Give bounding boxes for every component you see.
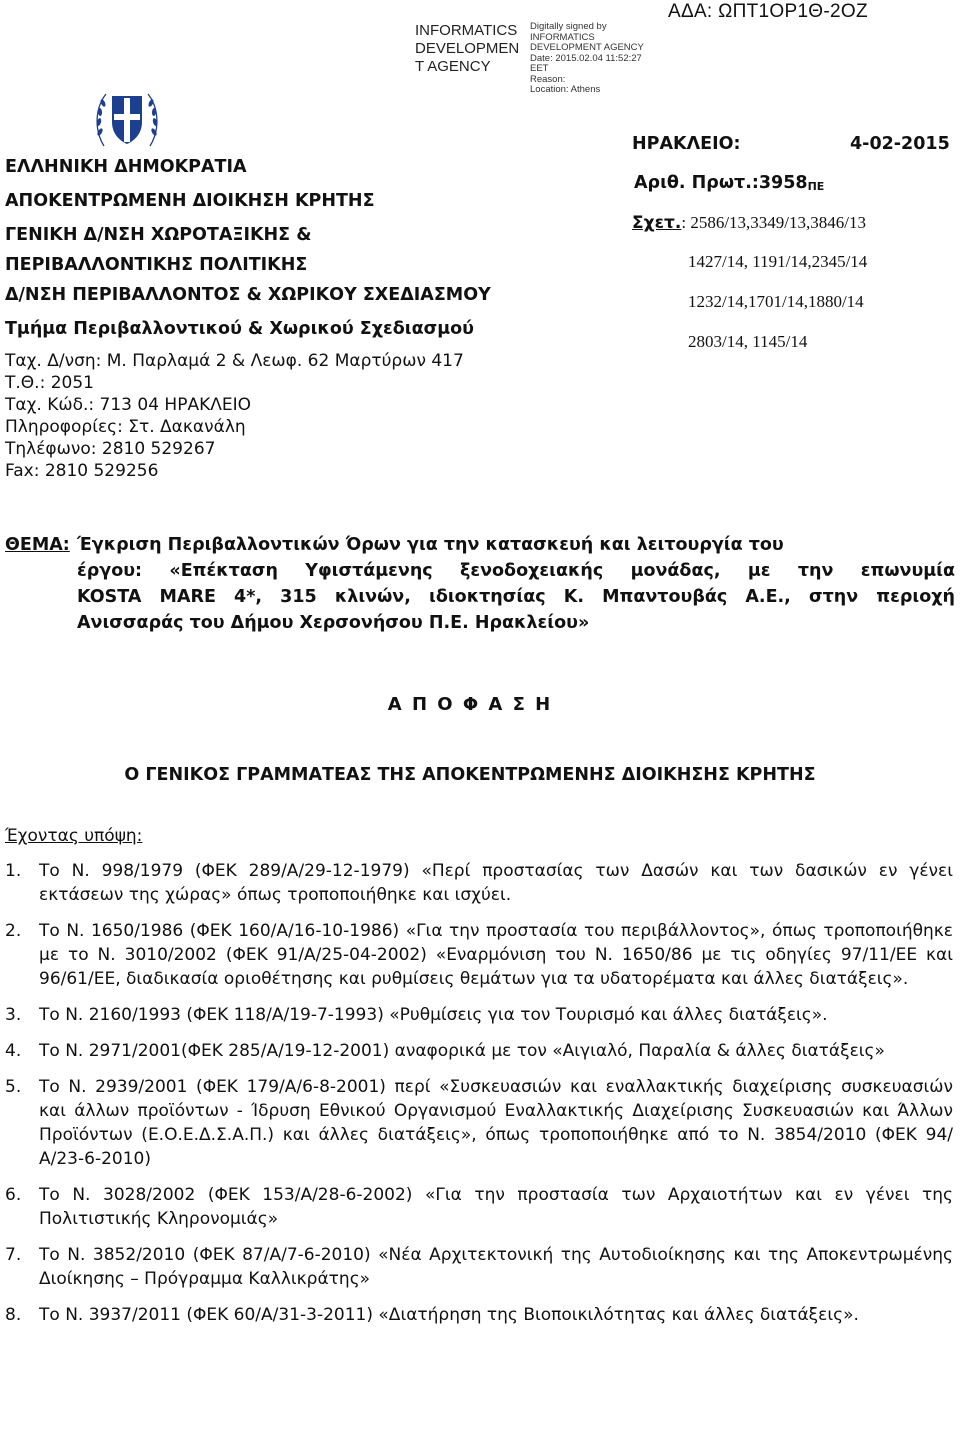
- list-item: [5, 1003, 953, 1027]
- signature-detail-line: Digitally signed by: [530, 21, 607, 32]
- subject-line: Ανισσαράς του Δήμου Χερσονήσου Π.Ε. Ηρακλείου»: [77, 613, 590, 633]
- item-number: 2.: [5, 921, 22, 941]
- city-label: ΗΡΑΚΛΕΙΟ:: [632, 134, 741, 154]
- subject-line: KOSTA MARE 4*, 315 κλινών, ιδιοκτησίας Κ. Μπαντουβάς Α.Ε., στην περιοχή: [77, 587, 955, 607]
- greek-emblem-icon: [92, 86, 162, 150]
- item-text: Το Ν. 1650/1986 (ΦΕΚ 160/Α/16-10-1986) «Για την προστασία του περιβάλλοντος», όπως τροποποιήθηκε με το Ν. 3010/2002 (ΦΕΚ 91/Α/25-04-2002) «Εναρμόνιση του Ν. 1650/86 με τις οδηγίες 97/11/ΕΕ και 96/61/ΕΕ, διαδικασία οριοθέτησης και ρυθμίσεις θεμάτων για τα υδατορέματα και άλλες διατάξεις».: [39, 921, 953, 989]
- list-item: [5, 859, 953, 907]
- signature-detail-line: EET: [530, 63, 549, 74]
- item-number: 4.: [5, 1041, 22, 1061]
- reference-line: : 2586/13,3349/13,3846/13: [681, 213, 867, 232]
- signature-detail-line: DEVELOPMENT AGENCY: [530, 42, 644, 53]
- subject-line: Έγκριση Περιβαλλοντικών Όρων για την κατασκευή και λειτουργία του: [77, 535, 784, 555]
- document-date: 4-02-2015: [850, 134, 950, 154]
- contact-line: Τηλέφωνο: 2810 529267: [5, 439, 216, 459]
- signer-name: INFORMATICS DEVELOPMEN T AGENCY: [415, 22, 520, 75]
- place-date: [632, 132, 950, 156]
- signature-detail-line: INFORMATICS: [530, 31, 595, 43]
- reference-line: 2803/14, 1145/14: [688, 332, 808, 351]
- item-number: 5.: [5, 1077, 22, 1097]
- subject-line: έργου: «Επέκταση Υφιστάμενης ξενοδοχειακής μονάδας, με την επωνυμία: [77, 561, 955, 581]
- contact-line: Τ.Θ.: 2051: [5, 373, 94, 393]
- issuer-line: Τμήμα Περιβαλλοντικού & Χωρικού Σχεδιασμού: [5, 319, 474, 339]
- references-label: Σχετ.: [632, 213, 682, 233]
- item-text: Το Ν. 2939/2001 (ΦΕΚ 179/Α/6-8-2001) περί «Συσκευασιών και εναλλακτικής διαχείρισης συσκευασιών και άλλων προϊόντων - Ίδρυση Εθνικού Οργανισμού Εναλλακτικής Διαχείρισης Συσκευασιών και Άλλων Προϊόντων (Ε.Ο.Ε.Δ.Σ.Α.Π.) και άλλες διατάξεις», όπως τροποποιήθηκε από το Ν. 3854/2010 (ΦΕΚ 94/Α/23-6-2010): [39, 1077, 953, 1169]
- contact-line: Ταχ. Κώδ.: 713 04 ΗΡΑΚΛΕΙΟ: [5, 395, 252, 415]
- references: [632, 211, 866, 235]
- decision-subtitle: Ο ΓΕΝΙΚΟΣ ΓΡΑΜΜΑΤΕΑΣ ΤΗΣ ΑΠΟΚΕΝΤΡΩΜΕΝΗΣ ΔΙΟΙΚΗΣΗΣ ΚΡΗΤΗΣ: [124, 765, 816, 785]
- issuer-line: ΑΠΟΚΕΝΤΡΩΜΕΝΗ ΔΙΟΙΚΗΣΗ ΚΡΗΤΗΣ: [5, 191, 375, 211]
- subject-label: ΘΕΜΑ:: [5, 535, 70, 555]
- decision-title: Α Π Ο Φ Α Σ Η: [387, 694, 553, 715]
- item-text: Το Ν. 3028/2002 (ΦΕΚ 153/Α/28-6-2002) «Για την προστασία των Αρχαιοτήτων και εν γένει της Πολιτιστικής Κληρονομιάς»: [39, 1185, 953, 1229]
- legal-basis-list: [5, 859, 953, 1339]
- list-item: [5, 1039, 953, 1063]
- signature-details: [530, 22, 660, 96]
- item-text: Το Ν. 2971/2001(ΦΕΚ 285/Α/19-12-2001) αναφορικά με τον «Αιγιαλό, Παραλία & άλλες διατάξεις»: [39, 1041, 885, 1061]
- subject: [5, 532, 955, 636]
- item-number: 6.: [5, 1185, 22, 1205]
- signature-detail-line: Reason:: [530, 73, 566, 85]
- contact-line: Ταχ. Δ/νση: Μ. Παρλαμά 2 & Λεωφ. 62 Μαρτύρων 417: [5, 351, 464, 371]
- contact-line: Πληροφορίες: Στ. Δακανάλη: [5, 417, 246, 437]
- signature-detail-line: Location: Athens: [530, 84, 601, 95]
- contact-line: Fax: 2810 529256: [5, 461, 159, 481]
- protocol-label: Αριθ. Πρωτ.:3958: [634, 173, 808, 193]
- item-number: 8.: [5, 1305, 22, 1325]
- protocol-suffix: ΠΕ: [807, 180, 825, 193]
- item-text: Το Ν. 2160/1993 (ΦΕΚ 118/Α/19-7-1993) «Ρυθμίσεις για τον Τουρισμό και άλλες διατάξεις».: [39, 1005, 828, 1025]
- issuer-line: ΕΛΛΗΝΙΚΗ ΔΗΜΟΚΡΑΤΙΑ: [5, 157, 247, 177]
- issuer-line: ΓΕΝΙΚΗ Δ/ΝΣΗ ΧΩΡΟΤΑΞΙΚΗΣ &: [5, 225, 312, 245]
- protocol-number: [634, 171, 824, 199]
- ada-code: ΑΔΑ: ΩΠΤ1ΟΡ1Θ-2ΟΖ: [668, 1, 868, 22]
- list-item: [5, 1075, 953, 1171]
- list-item: [5, 919, 953, 991]
- item-number: 1.: [5, 861, 22, 881]
- list-item: [5, 1183, 953, 1231]
- item-text: Το Ν. 3937/2011 (ΦΕΚ 60/Α/31-3-2011) «Διατήρηση της Βιοποικιλότητας και άλλες διατάξεις».: [39, 1305, 859, 1325]
- item-number: 7.: [5, 1245, 22, 1265]
- issuer-header: [5, 150, 491, 482]
- issuer-line: ΠΕΡΙΒΑΛΛΟΝΤΙΚΗΣ ΠΟΛΙΤΙΚΗΣ: [5, 255, 308, 275]
- considering-label: Έχοντας υπόψη:: [5, 826, 143, 846]
- list-item: [5, 1303, 953, 1327]
- issuer-line: Δ/ΝΣΗ ΠΕΡΙΒΑΛΛΟΝΤΟΣ & ΧΩΡΙΚΟΥ ΣΧΕΔΙΑΣΜΟΥ: [5, 285, 491, 305]
- item-number: 3.: [5, 1005, 22, 1025]
- signature-detail-line: Date: 2015.02.04 11:52:27: [530, 52, 642, 64]
- reference-line: 1427/14, 1191/14,2345/14: [688, 252, 868, 271]
- list-item: [5, 1243, 953, 1291]
- reference-line: 1232/14,1701/14,1880/14: [688, 292, 864, 311]
- item-text: Το Ν. 3852/2010 (ΦΕΚ 87/Α/7-6-2010) «Νέα Αρχιτεκτονική της Αυτοδιοίκησης και της Αποκεντρωμένης Διοίκησης – Πρόγραμμα Καλλικράτης»: [39, 1245, 953, 1289]
- item-text: Το Ν. 998/1979 (ΦΕΚ 289/Α/29-12-1979) «Περί προστασίας των Δασών και των δασικών εν γένει εκτάσεων της χώρας» όπως τροποποιήθηκε και ισχύει.: [39, 861, 953, 905]
